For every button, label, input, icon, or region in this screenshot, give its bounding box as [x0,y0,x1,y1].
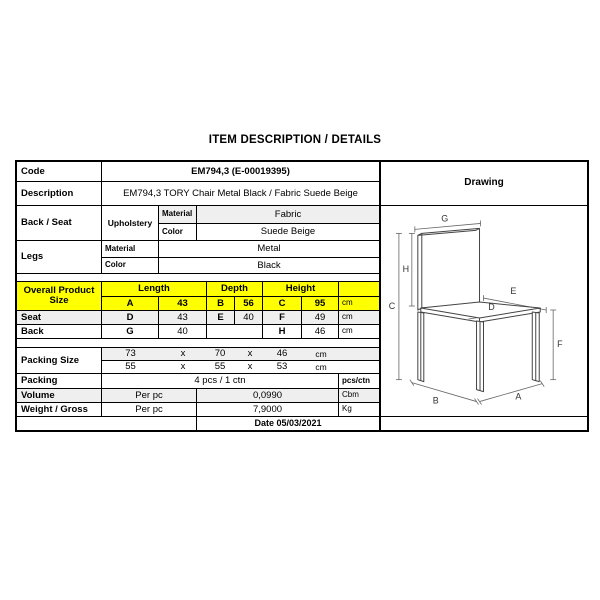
size-label-line1: Overall Product [23,285,95,297]
dim-label-f: F [557,338,563,349]
dim-label-g: G [441,212,449,223]
pack1-l: 73 [125,348,136,360]
legs-material-key: Material [102,241,159,258]
back-length-value: 40 [159,325,207,339]
legs-color-value: Black [159,258,380,274]
upholstery-label: Upholstery [102,206,159,241]
overall-depth-value: 56 [235,297,263,311]
back-length-key: G [102,325,159,339]
legs-label: Legs [17,241,102,274]
pack2-x1: x [180,361,186,373]
back-height-value: 46 [302,325,339,339]
overall-height-key: C [263,297,302,311]
pack1-h: 46 [276,348,288,360]
volume-value: 0,0990 [197,389,339,403]
upholstery-color-value: Suede Beige [197,224,380,241]
back-label: Back [17,325,102,339]
overall-unit: cm [339,297,380,311]
dim-label-h: H [402,263,410,274]
weight-unit: Kg [339,403,380,417]
back-height-key: H [263,325,302,339]
description-value: EM794,3 TORY Chair Metal Black / Fabric Suede Beige [102,182,380,206]
dim-label-e: E [510,285,517,296]
header-height: Height [263,282,339,297]
legs-color-key: Color [102,258,159,274]
pack1-d: 70 [214,348,226,360]
size-label-line2: Size [49,295,69,306]
description-label: Description [17,182,102,206]
code-value: EM794,3 (E-00019395) [102,162,380,182]
volume-basis: Per pc [102,389,197,403]
pack1-x1: x [180,348,186,360]
header-length: Length [102,282,207,297]
date-value: Date 05/03/2021 [197,417,380,430]
packing-size-row-1 [102,348,380,361]
dim-label-b: B [432,395,439,406]
overall-depth-key: B [207,297,235,311]
seat-height-value: 49 [302,311,339,325]
pack2-d: 55 [214,361,226,373]
chair-drawing [381,206,587,417]
packing-unit: pcs/ctn [339,374,380,389]
seat-label: Seat [17,311,102,325]
seat-length-key: D [102,311,159,325]
seat-unit: cm [339,311,380,325]
upholstery-material-value: Fabric [197,206,380,224]
header-depth: Depth [207,282,263,297]
back-depth-empty [207,325,263,339]
overall-length-value: 43 [159,297,207,311]
spacer-row [17,339,380,348]
back-unit: cm [339,325,380,339]
pack2-l: 55 [125,361,136,373]
pack1-unit: cm [315,348,327,359]
pack2-h: 53 [276,361,288,373]
drawing-area [380,206,587,417]
drawing-header: Drawing [380,162,587,206]
back-seat-label: Back / Seat [17,206,102,241]
header-unit-empty [339,282,380,297]
spacer-row [17,274,380,282]
overall-length-key: A [102,297,159,311]
volume-unit: Cbm [339,389,380,403]
pack2-unit: cm [315,361,327,372]
spec-table [15,160,589,432]
weight-value: 7,9000 [197,403,339,417]
dim-label-d: D [488,301,495,312]
upholstery-color-key: Color [159,224,197,241]
upholstery-material-key: Material [159,206,197,224]
seat-length-value: 43 [159,311,207,325]
dim-label-c: C [388,300,396,311]
packing-label: Packing [17,374,102,389]
weight-basis: Per pc [102,403,197,417]
packing-size-row-2 [102,361,380,374]
date-row-empty [17,417,197,430]
seat-depth-key: E [207,311,235,325]
dim-label-a: A [515,391,522,402]
packing-size-label: Packing Size [17,348,102,374]
seat-height-key: F [263,311,302,325]
overall-height-value: 95 [302,297,339,311]
legs-material-value: Metal [159,241,380,258]
code-label: Code [17,162,102,182]
weight-label: Weight / Gross [17,403,102,417]
volume-label: Volume [17,389,102,403]
packing-value: 4 pcs / 1 ctn [102,374,339,389]
pack1-x2: x [247,348,253,360]
seat-depth-value: 40 [235,311,263,325]
pack2-x2: x [247,361,253,373]
date-row-right-empty [380,417,587,430]
page-title: ITEM DESCRIPTION / DETAILS [208,134,382,146]
